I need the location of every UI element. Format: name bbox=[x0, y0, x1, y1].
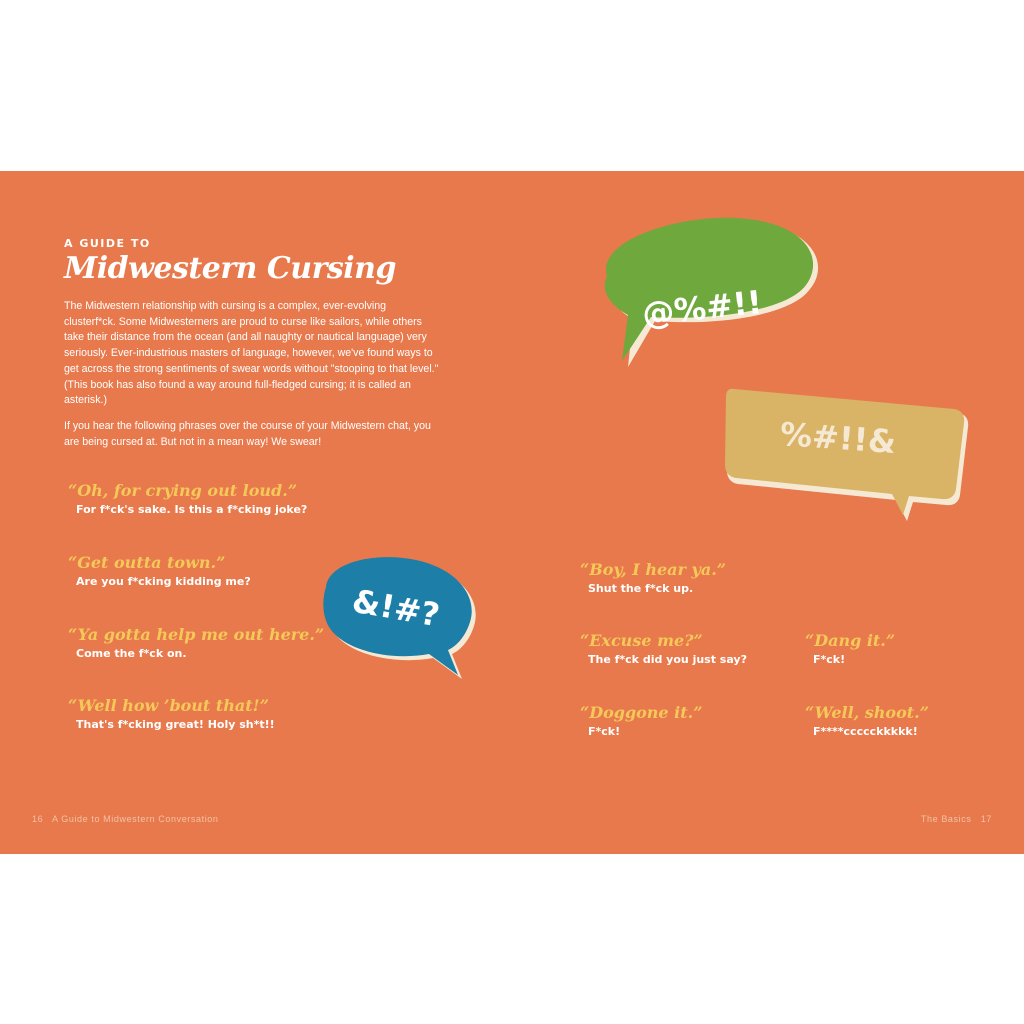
phrase-meaning: F****ccccckkkkk! bbox=[813, 725, 918, 738]
phrase-meaning: The f*ck did you just say? bbox=[588, 653, 747, 666]
intro-text bbox=[64, 299, 440, 460]
phrase-entry bbox=[805, 703, 929, 738]
right-page-number: 17 bbox=[980, 814, 992, 824]
phrase-quote: “Well, shoot.” bbox=[805, 703, 929, 722]
blue-bubble-symbols: &!#? bbox=[349, 581, 443, 635]
phrase-entry bbox=[805, 631, 895, 666]
phrase-quote: “Doggone it.” bbox=[580, 703, 703, 722]
tan-bubble-symbols: %#!!& bbox=[778, 415, 898, 461]
phrase-meaning: F*ck! bbox=[588, 725, 621, 738]
phrase-entry bbox=[68, 481, 307, 516]
phrase-meaning: F*ck! bbox=[813, 653, 846, 666]
left-page-footer bbox=[32, 814, 219, 824]
phrase-meaning: Come the f*ck on. bbox=[76, 647, 187, 660]
phrase-quote: “Boy, I hear ya.” bbox=[580, 560, 726, 579]
intro-paragraph: The Midwestern relationship with cursing is a complex, ever-evolving clusterf*ck. Some Midwesterners are proud to curse like sailors, while others take their distance from the ocean (and all naughty or nautical language) very seriously. Ever-industrious masters of language, however, we've found ways to get across the strong sentiments of swear words without "stooping to that level." (This book has also found a way around full-fledged cursing; it is called an asterisk.) bbox=[64, 300, 439, 407]
intro-paragraph: If you hear the following phrases over the course of your Midwestern chat, you are being cursed at. But not in a mean way! We swear! bbox=[64, 419, 431, 448]
phrase-entry bbox=[580, 560, 726, 595]
left-running-title: A Guide to Midwestern Conversation bbox=[52, 814, 219, 824]
phrase-quote: “Get outta town.” bbox=[68, 553, 226, 572]
phrase-quote: “Ya gotta help me out here.” bbox=[68, 625, 325, 644]
phrase-quote: “Dang it.” bbox=[805, 631, 896, 650]
phrase-meaning: Shut the f*ck up. bbox=[588, 582, 694, 595]
phrase-quote: “Excuse me?” bbox=[580, 631, 703, 650]
book-spread bbox=[0, 171, 1024, 854]
phrase-meaning: For f*ck's sake. Is this a f*cking joke? bbox=[76, 503, 308, 516]
phrase-meaning: Are you f*cking kidding me? bbox=[76, 575, 251, 588]
page-title: Midwestern Cursing bbox=[64, 251, 396, 286]
phrase-entry bbox=[580, 631, 747, 666]
phrase-entry bbox=[68, 553, 251, 588]
phrase-entry bbox=[580, 703, 702, 738]
green-bubble-symbols: @%#!! bbox=[640, 282, 764, 334]
phrase-quote: “Oh, for crying out loud.” bbox=[68, 481, 298, 500]
phrase-entry bbox=[68, 696, 275, 731]
right-running-title: The Basics bbox=[920, 814, 972, 824]
phrase-meaning: That's f*cking great! Holy sh*t!! bbox=[76, 718, 275, 731]
right-page-footer bbox=[921, 814, 992, 824]
phrase-entry bbox=[68, 625, 324, 660]
left-page-number: 16 bbox=[32, 814, 44, 824]
phrase-quote: “Well how ’bout that!” bbox=[68, 696, 269, 715]
section-kicker: A GUIDE TO bbox=[64, 237, 151, 250]
